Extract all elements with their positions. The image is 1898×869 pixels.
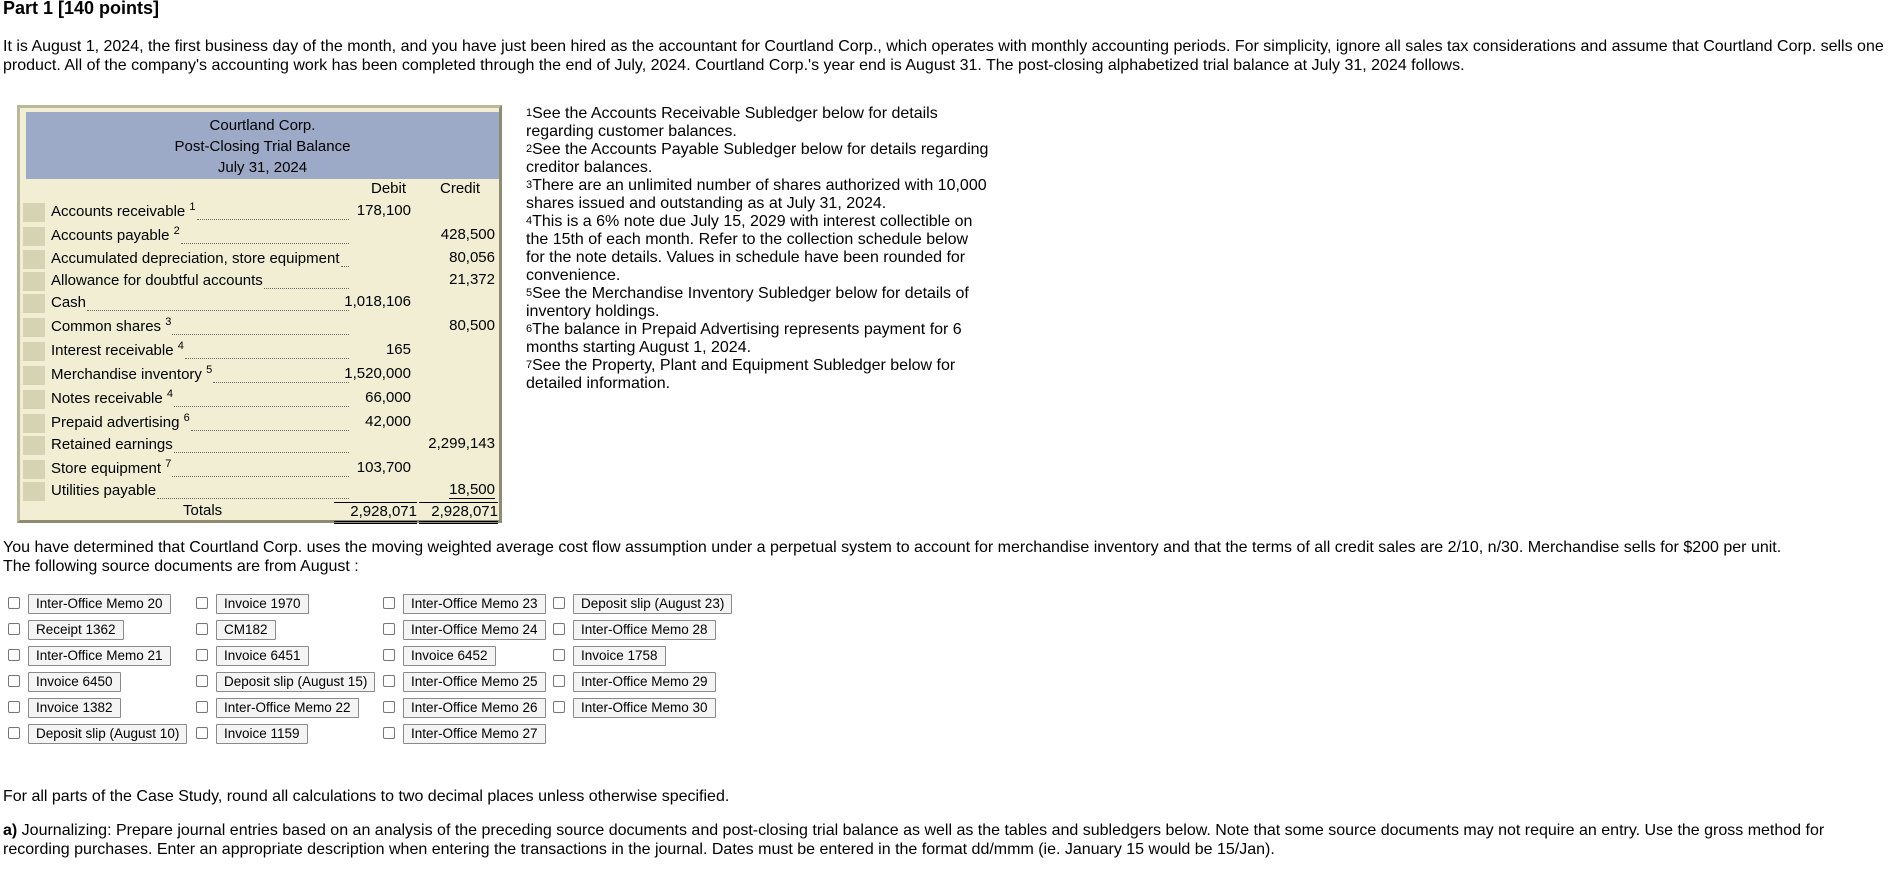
statement-name: Post-Closing Trial Balance [174, 138, 351, 155]
source-doc-checkbox[interactable] [8, 727, 20, 739]
row-marker [23, 482, 45, 501]
leader-dots [87, 310, 349, 311]
total-credit: 2,928,071 [419, 502, 498, 524]
source-doc-checkbox[interactable] [8, 701, 20, 713]
source-doc-button[interactable]: Inter-Office Memo 22 [216, 698, 359, 718]
source-doc-button[interactable]: Deposit slip (August 15) [216, 672, 375, 692]
footnote-number: 3 [526, 179, 533, 191]
source-doc-checkbox[interactable] [553, 701, 565, 713]
trial-balance-row [23, 315, 499, 337]
leader-dots [174, 452, 349, 453]
trial-balance-row [23, 433, 499, 455]
source-doc-button[interactable]: Inter-Office Memo 28 [573, 620, 716, 640]
company-name: Courtland Corp. [209, 117, 316, 134]
footnote-text: See the Merchandise Inventory Subledger below for details of inventory holdings. [526, 285, 969, 320]
source-doc-checkbox[interactable] [8, 675, 20, 687]
account-name: Cash [51, 294, 87, 311]
account-name: Allowance for doubtful accounts [51, 272, 263, 289]
row-marker [23, 390, 45, 409]
footnote-ref: 7 [165, 458, 172, 470]
footnote-text: See the Property, Plant and Equipment Subledger below for detailed information. [526, 357, 956, 392]
source-doc-checkbox[interactable] [383, 727, 395, 739]
footnote-ref: 6 [183, 412, 190, 424]
source-doc-checkbox[interactable] [196, 727, 208, 739]
footnotes [526, 105, 991, 393]
account-name: Retained earnings [51, 436, 173, 453]
footnote-number: 6 [526, 323, 533, 335]
leader-dots [174, 406, 349, 407]
row-marker [23, 294, 45, 313]
source-doc-button[interactable]: Deposit slip (August 23) [573, 594, 732, 614]
trial-balance-row [23, 457, 499, 479]
source-doc-checkbox[interactable] [196, 675, 208, 687]
trial-balance-row [23, 269, 499, 291]
leader-dots [185, 358, 349, 359]
account-name: Accounts receivable $^1$ [51, 201, 196, 220]
footnote-text: See the Accounts Receivable Subledger below for details regarding customer balances. [526, 105, 938, 140]
source-doc-button[interactable]: Inter-Office Memo 30 [573, 698, 716, 718]
debit-header: Debit [371, 180, 407, 197]
source-doc-button[interactable]: Inter-Office Memo 26 [403, 698, 546, 718]
row-marker [23, 414, 45, 433]
row-marker [23, 227, 45, 246]
debit-amount: 42,000 [365, 413, 411, 430]
source-doc-checkbox[interactable] [553, 597, 565, 609]
leader-dots [341, 266, 349, 267]
part-a-instructions [3, 821, 1843, 859]
intro-paragraph: It is August 1, 2024, the first business day of the month, and you have just been hired as the accountant for Courtland Corp., which operates with monthly accounting periods. For simplicity, ignore all sales tax considerations and assume that Courtland Corp. sells one product. All of the company's accounting work has been completed through the end of July, 2024. Courtland Corp.'s year end is August 31. The post-closing alphabetized trial balance at July 31, 2024 follows. [3, 38, 1884, 74]
leader-dots [181, 243, 349, 244]
source-doc-button[interactable]: Invoice 6450 [28, 672, 121, 692]
source-doc-checkbox[interactable] [383, 675, 395, 687]
source-doc-button[interactable]: Inter-Office Memo 20 [28, 594, 171, 614]
source-doc-button[interactable]: Invoice 1159 [216, 724, 308, 744]
source-doc-button[interactable]: Inter-Office Memo 23 [403, 594, 546, 614]
account-name: Interest receivable $^4$ [51, 340, 184, 359]
credit-amount: 428,500 [440, 226, 495, 243]
source-doc-checkbox[interactable] [196, 597, 208, 609]
account-name: Accounts payable $^2$ [51, 225, 180, 244]
account-name: Utilities payable [51, 482, 157, 499]
trial-balance-row [23, 291, 499, 313]
leader-dots [264, 288, 349, 289]
trial-balance-row [23, 411, 499, 433]
source-doc-button[interactable]: Invoice 6452 [403, 646, 496, 666]
footnote-ref: 4 [166, 388, 174, 400]
footnote-ref: 4 [177, 340, 184, 352]
leader-dots [172, 476, 349, 477]
footnote-text: See the Accounts Payable Subledger below for details regarding creditor balances. [526, 141, 989, 176]
debit-amount: 165 [385, 341, 411, 358]
debit-amount: 66,000 [365, 389, 411, 406]
trial-balance-row [23, 363, 499, 385]
debit-amount: 103,700 [356, 459, 411, 476]
credit-amount: 80,056 [449, 249, 495, 266]
source-doc-button[interactable]: Inter-Office Memo 21 [28, 646, 171, 666]
leader-dots [191, 430, 349, 431]
footnote-number: 2 [526, 143, 533, 155]
source-doc-checkbox[interactable] [8, 649, 20, 661]
footnote-item [526, 357, 991, 393]
source-doc-checkbox[interactable] [196, 623, 208, 635]
source-doc-checkbox[interactable] [196, 649, 208, 661]
account-name: Store equipment $^7$ [51, 458, 172, 477]
debit-amount: 1,018,106 [344, 293, 411, 310]
source-doc-button[interactable]: Invoice 6451 [216, 646, 309, 666]
footnote-item [526, 321, 991, 357]
part-a-label: a) [3, 822, 18, 839]
footnote-ref: 3 [165, 316, 172, 328]
source-doc-button[interactable]: Inter-Office Memo 29 [573, 672, 716, 692]
leader-dots [213, 382, 349, 383]
trial-balance-row [23, 224, 499, 246]
trial-balance-row [23, 479, 499, 501]
source-doc-button[interactable]: Invoice 1970 [216, 594, 309, 614]
total-debit: 2,928,071 [334, 502, 417, 524]
row-marker [23, 250, 45, 269]
footnote-number: 4 [526, 215, 533, 227]
source-doc-button[interactable]: Inter-Office Memo 24 [403, 620, 546, 640]
leader-dots [172, 334, 349, 335]
part-a-text: Journalizing: Prepare journal entries based on an analysis of the preceding source documents and post-closing trial balance as well as the tables and subledgers below. Note that some source documents may not require an entry. Use the gross method for recording purchases. Enter an appropriate description when entering the transactions in the journal. Dates must be entered in the format dd/mmm (ie. January 15 would be 15/Jan). [3, 822, 1825, 858]
source-doc-checkbox[interactable] [383, 623, 395, 635]
leader-dots [197, 219, 349, 220]
source-doc-checkbox[interactable] [196, 701, 208, 713]
source-doc-checkbox[interactable] [8, 623, 20, 635]
part-title: Part 1 [140 points] [3, 0, 160, 18]
credit-amount: 21,372 [449, 271, 495, 288]
credit-amount: 2,299,143 [428, 435, 495, 452]
row-marker [23, 436, 45, 455]
account-name: Accumulated depreciation, store equipment [51, 250, 340, 267]
statement-date: July 31, 2024 [217, 159, 308, 176]
source-doc-checkbox[interactable] [8, 597, 20, 609]
footnote-item [526, 105, 991, 141]
trial-balance-row [23, 247, 499, 269]
row-marker [23, 460, 45, 479]
trial-balance-row [23, 387, 499, 409]
source-doc-button[interactable]: Inter-Office Memo 25 [403, 672, 546, 692]
source-doc-button[interactable]: Inter-Office Memo 27 [403, 724, 546, 744]
credit-header: Credit [440, 180, 481, 197]
account-name: Common shares $^3$ [51, 316, 172, 335]
row-marker [23, 366, 45, 385]
trial-balance-row [23, 339, 499, 361]
row-marker [23, 342, 45, 361]
inventory-method-text [3, 538, 1893, 576]
source-doc-checkbox[interactable] [383, 597, 395, 609]
source-doc-button[interactable]: Invoice 1758 [573, 646, 666, 666]
footnote-text: The balance in Prepaid Advertising represents payment for 6 months starting August 1, 2024. [526, 321, 962, 356]
credit-amount: 18,500 [449, 481, 495, 498]
footnote-ref: 2 [173, 225, 180, 237]
trial-balance-table [17, 105, 502, 523]
trial-balance-row [23, 200, 499, 222]
row-marker [23, 318, 45, 337]
footnote-number: 7 [526, 359, 533, 371]
debit-amount: 178,100 [356, 202, 411, 219]
account-name: Prepaid advertising $^6$ [51, 412, 190, 431]
footnote-text: There are an unlimited number of shares authorized with 10,000 shares issued and outstanding as at July 31, 2024. [526, 177, 987, 212]
footnote-text: This is a 6% note due July 15, 2029 with interest collectible on the 15th of each month. Refer to the collection schedule below for the note details. Values in schedule have been rounded for convenience. [526, 213, 973, 284]
account-name: Notes receivable $^4$ [51, 388, 174, 407]
totals-label: Totals [183, 502, 223, 519]
footnote-number: 5 [526, 287, 533, 299]
source-doc-checkbox[interactable] [553, 649, 565, 661]
footnote-ref: 1 [189, 201, 196, 213]
row-marker [23, 203, 45, 222]
source-doc-button[interactable]: Deposit slip (August 10) [28, 724, 187, 744]
trial-balance-header [26, 112, 499, 179]
footnote-item [526, 285, 991, 321]
source-doc-checkbox[interactable] [383, 649, 395, 661]
source-doc-checkbox[interactable] [383, 701, 395, 713]
credit-amount: 80,500 [449, 317, 495, 334]
footnote-item [526, 141, 991, 177]
account-name: Merchandise inventory $^5$ [51, 364, 213, 383]
footnote-number: 1 [526, 107, 533, 119]
source-doc-button[interactable]: CM182 [216, 620, 276, 640]
rounding-text: For all parts of the Case Study, round all calculations to two decimal places unless otherwise specified. [3, 788, 730, 805]
source-doc-button[interactable]: Receipt 1362 [28, 620, 124, 640]
debit-amount: 1,520,000 [344, 365, 411, 382]
footnote-item [526, 177, 991, 213]
row-marker [23, 272, 45, 291]
footnote-ref: 5 [206, 364, 213, 376]
leader-dots [157, 498, 349, 499]
source-doc-button[interactable]: Invoice 1382 [28, 698, 121, 718]
source-doc-checkbox[interactable] [553, 675, 565, 687]
source-doc-checkbox[interactable] [553, 623, 565, 635]
docs-intro: The following source documents are from August : [3, 558, 359, 575]
method-text: You have determined that Courtland Corp. uses the moving weighted average cost flow assumption under a perpetual system to account for merchandise inventory and that the terms of all credit sales are 2/10, n/30. Merchandise sells for $200 per unit. [3, 539, 1782, 556]
footnote-item [526, 213, 991, 285]
